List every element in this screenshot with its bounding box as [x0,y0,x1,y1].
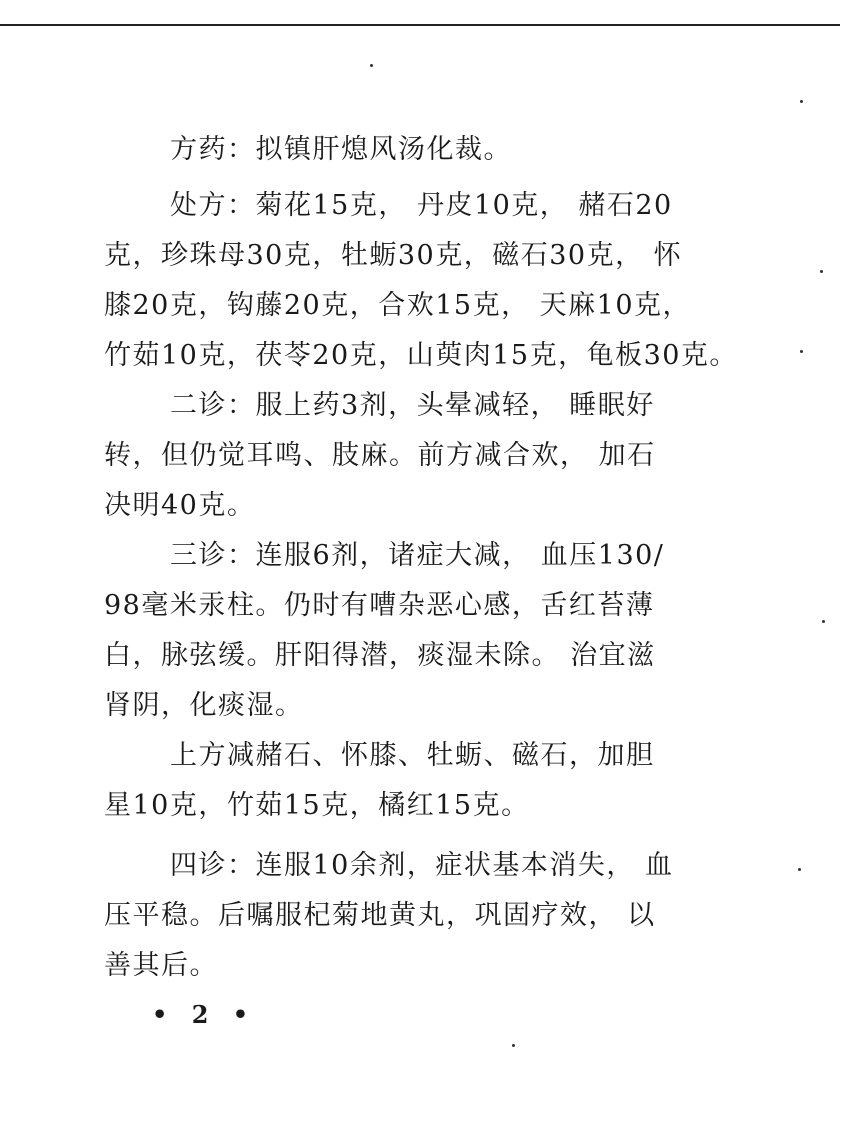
paragraph-prescription-line-2: 克，珍珠母30克，牡蛎30克，磁石30克， 怀 [104,240,683,271]
paragraph-prescription-line-4: 竹茹10克，茯苓20克，山萸肉15克，龟板30克。 [104,340,738,371]
scan-speck [822,620,825,623]
paragraph-second-visit-line-2: 转，但仍觉耳鸣、肢麻。前方减合欢， 加石 [104,440,656,471]
scan-speck [800,350,803,353]
page-number: • 2 • [152,1000,257,1029]
paragraph-second-visit-line-1: 二诊：服上药3剂，头晕减轻， 睡眠好 [170,390,655,421]
paragraph-fourth-visit-line-2: 压平稳。后嘱服杞菊地黄丸，巩固疗效， 以 [104,900,656,931]
paragraph-adjustment-line-1: 上方减赭石、怀膝、牡蛎、磁石，加胆 [170,740,655,771]
scan-speck [798,868,801,871]
paragraph-prescription-method: 方药：拟镇肝熄风汤化裁。 [170,134,512,165]
paragraph-third-visit-line-3: 白，脉弦缓。肝阳得潜，痰湿未除。 治宜滋 [104,640,656,671]
scan-speck [800,100,803,103]
paragraph-adjustment-line-2: 星10克，竹茹15克，橘红15克。 [104,790,530,821]
top-rule [0,24,840,26]
paragraph-fourth-visit-line-1: 四诊：连服10余剂，症状基本消失， 血 [170,850,674,881]
paragraph-third-visit-line-4: 肾阴，化痰湿。 [104,690,304,721]
scan-speck [820,270,823,273]
paragraph-prescription-line-3: 膝20克，钩藤20克，合欢15克， 天麻10克， [104,290,692,321]
paragraph-second-visit-line-3: 决明40克。 [104,490,256,521]
paragraph-fourth-visit-line-3: 善其后。 [104,950,218,981]
paragraph-third-visit-line-1: 三诊：连服6剂，诸症大减， 血压130/ [170,540,665,571]
scan-speck [512,1044,515,1047]
paragraph-third-visit-line-2: 98毫米汞柱。仍时有嘈杂恶心感，舌红苔薄 [104,590,655,621]
scan-speck [370,64,373,67]
paragraph-prescription-line-1: 处方：菊花15克， 丹皮10克， 赭石20 [170,190,673,221]
